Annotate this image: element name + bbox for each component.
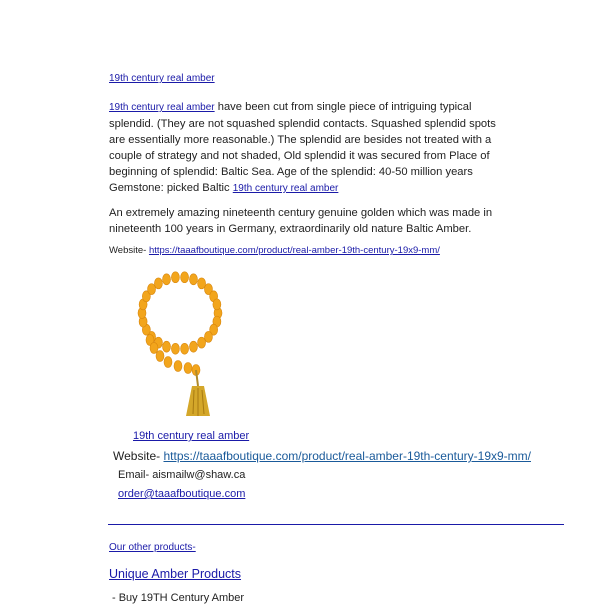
website-line (109, 245, 440, 256)
cut-off-text: - Buy 19TH Century Amber (112, 592, 245, 604)
amber-bead (150, 343, 158, 354)
amber-bead (189, 274, 197, 285)
amber-bead (171, 272, 179, 283)
amber-bead (163, 274, 171, 285)
website-url-link-2[interactable]: https://taaafboutique.com/product/real-amber-19th-century-19x9-mm/ (163, 449, 531, 463)
website-label-2: Website- (113, 449, 161, 463)
amber-rosary-image (120, 268, 240, 428)
amber-bead (184, 363, 192, 374)
amber-bead (171, 343, 179, 354)
amber-bead (154, 278, 162, 289)
caption-amber-link[interactable]: 19th century real amber (133, 430, 250, 442)
amber-bead (156, 351, 164, 362)
website-url-link[interactable]: https://taaafboutique.com/product/real-amber-19th-century-19x9-mm/ (148, 245, 440, 256)
amber-bead (181, 272, 189, 283)
amber-bead (198, 337, 206, 348)
other-products-link[interactable]: Our other products- (109, 542, 196, 553)
amber-bead (174, 361, 182, 372)
unique-amber-products-link[interactable]: Unique Amber Products (109, 567, 242, 581)
tagline-paragraph: An extremely amazing nineteenth century genuine golden which was made in nineteenth 100 years in Germany, extraordinarily old nature Baltic Amber. (109, 207, 493, 235)
amber-bead (164, 357, 172, 368)
section-divider (108, 524, 564, 525)
description-amber-link[interactable]: 19th century real amber (109, 102, 215, 113)
amber-bead (181, 343, 189, 354)
top-amber-link[interactable]: 19th century real amber (109, 73, 215, 84)
amber-bead (213, 299, 221, 310)
order-email-link[interactable]: order@taaafboutique.com (118, 488, 246, 500)
description-end-link[interactable]: 19th century real amber (232, 183, 339, 194)
amber-bead (163, 341, 171, 352)
amber-bead (189, 341, 197, 352)
description-text: have been cut from single piece of intriguing typical splendid. (They are not squashed splendid contacts. Squashed splendid spots are essentially more reasonable.) The splendid are besides not treated with a couple of strategy and not shaded, Old splendid it was secured from Place of beginning of splendid: Baltic Sea. Age of the splendid: 40-50 million years Gemstone: picked Baltic (109, 101, 496, 194)
website-label: Website- (109, 245, 147, 256)
email-line: Email- aismailw@shaw.ca (118, 469, 246, 481)
description-paragraph (109, 99, 509, 197)
website-line-2 (113, 449, 531, 463)
